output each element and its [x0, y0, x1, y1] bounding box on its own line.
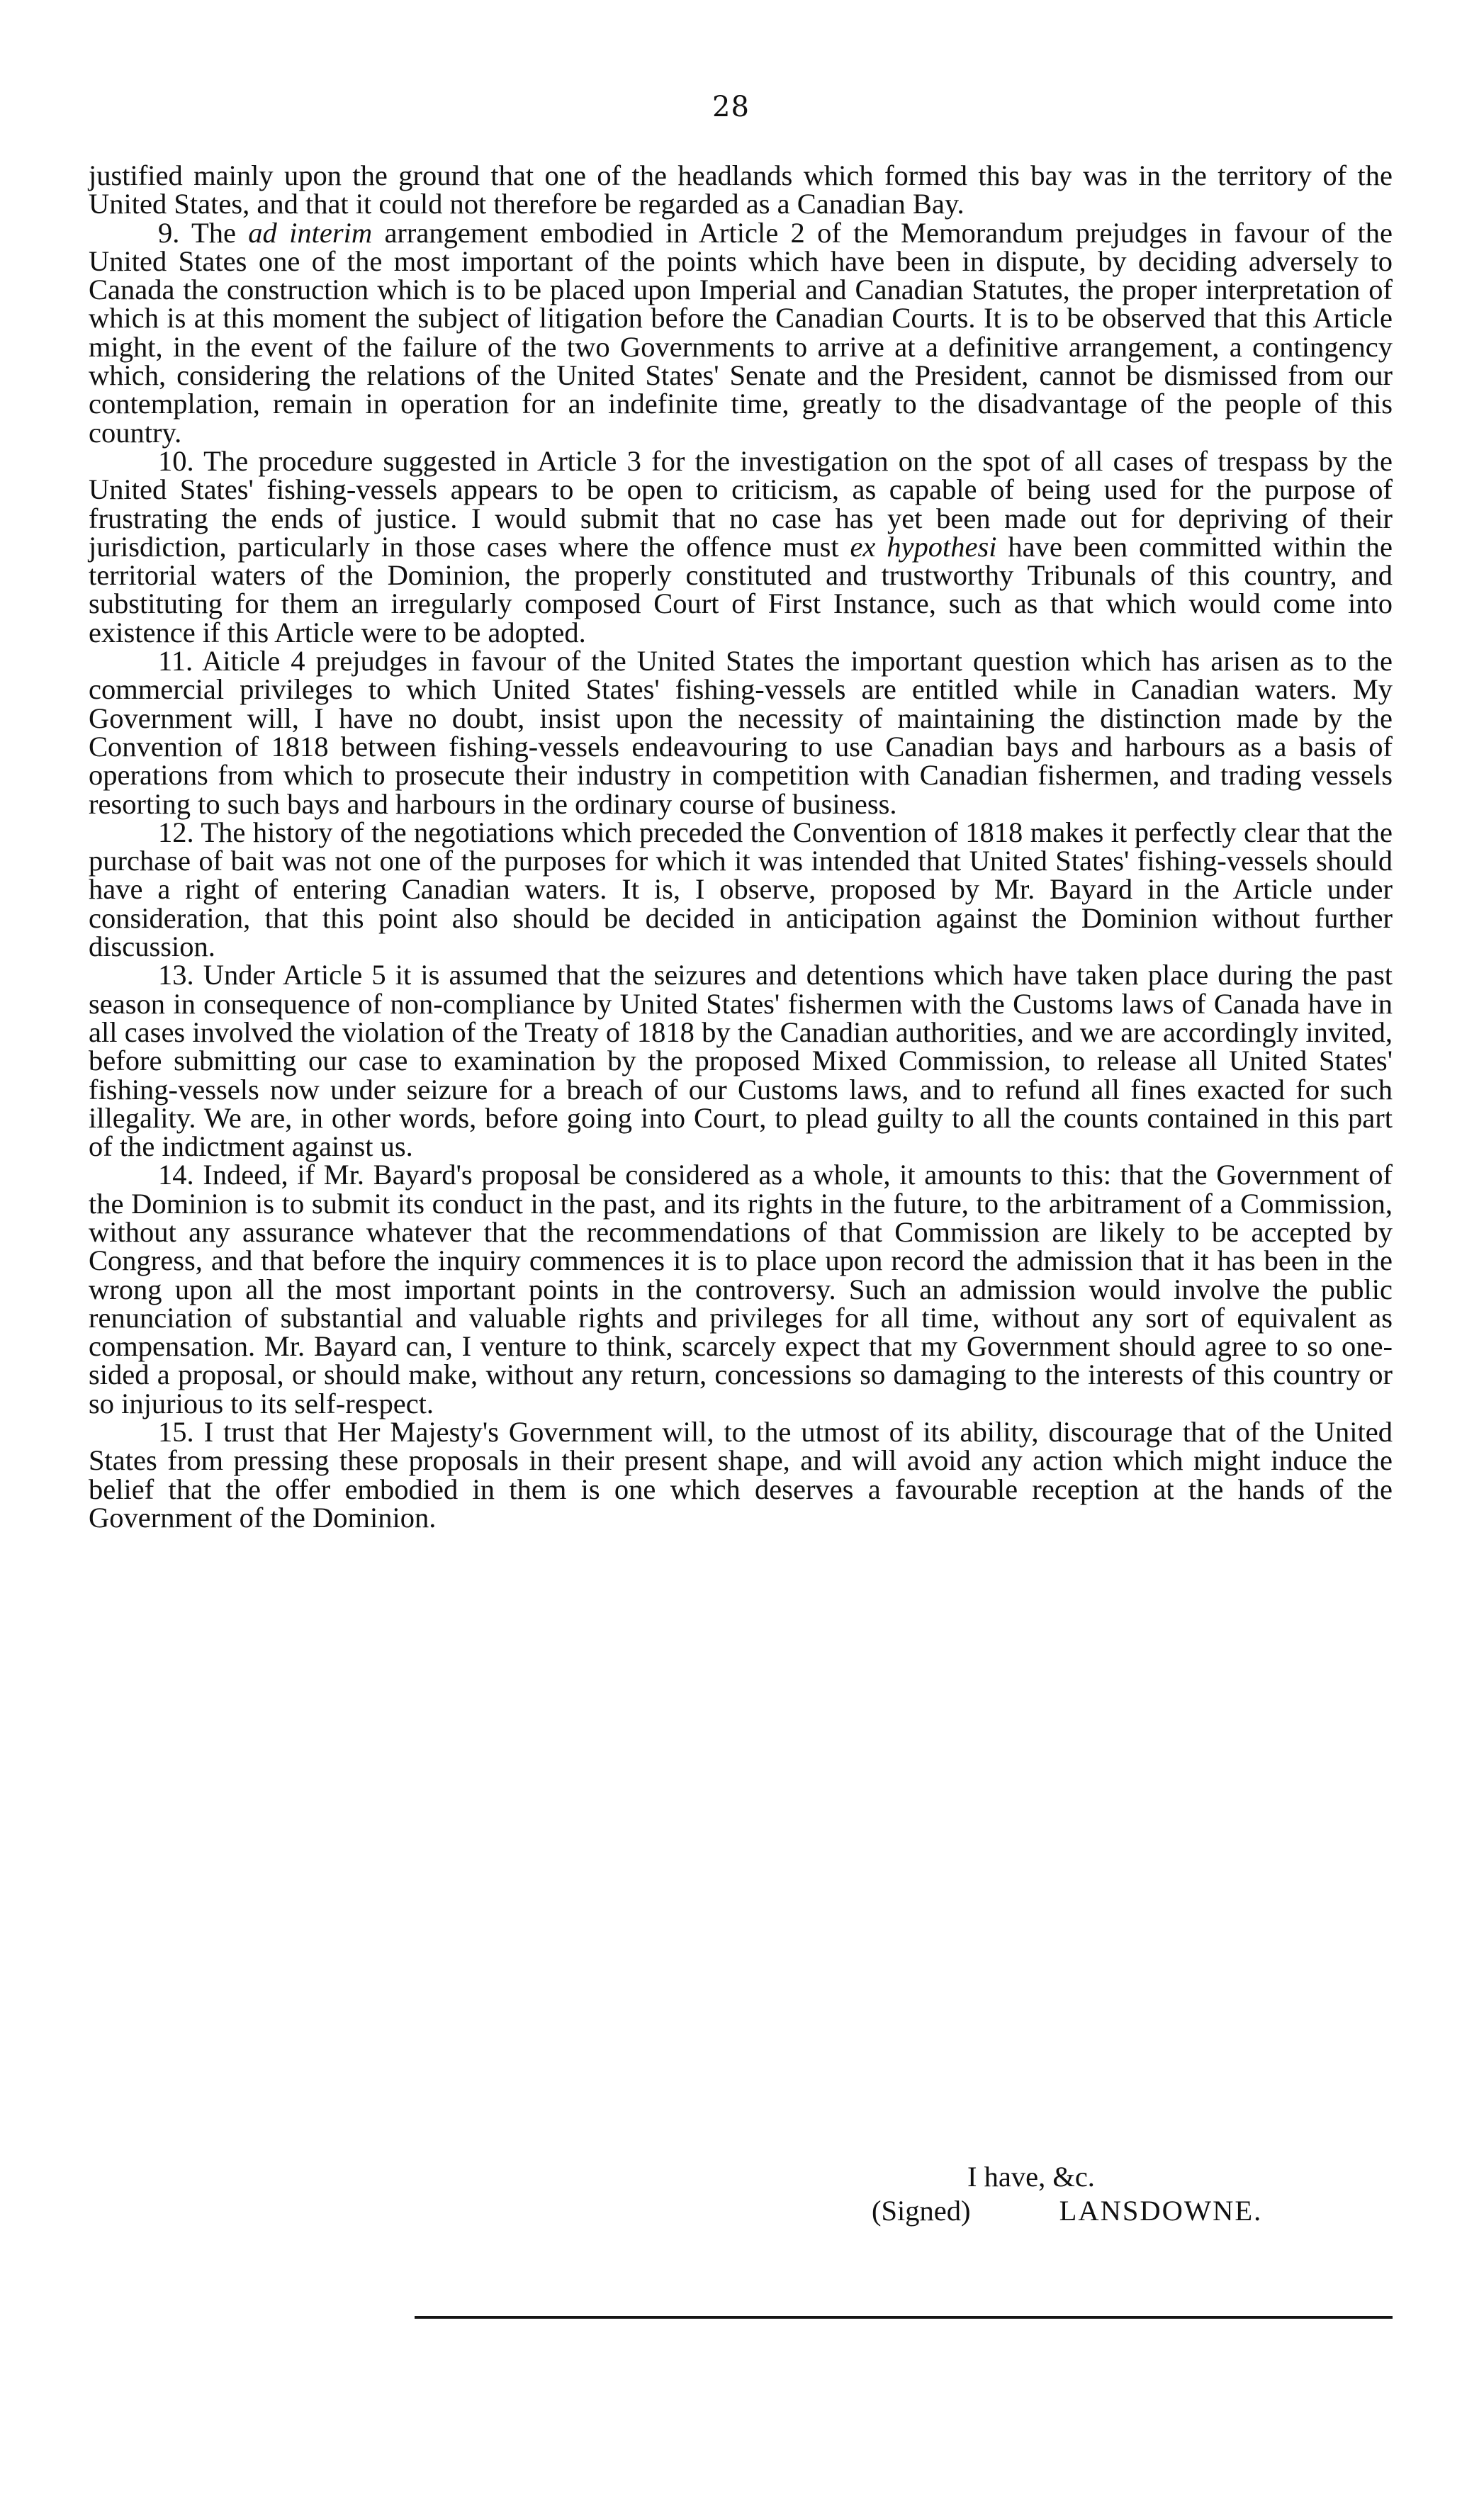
paragraph-number: 12.	[158, 816, 194, 848]
paragraph-text-before-italic: The procedure suggested in Article 3 for the investigation on the spot of all cases of trespass by the United States' fishing-vessels appears to be open to criticism, as capable of being used for the purpose of frustrating the ends of justice. I would submit that no case has yet been made out for depriving of their jurisdiction, particularly in those cases where the offence must	[89, 444, 1393, 563]
paragraph-text: Indeed, if Mr. Bayard's proposal be considered as a whole, it amounts to this: that the Government of the Dominion is to submit its conduct in the past, and its rights in the future, to the arbitrament of a Commission, without any assurance whatever that the recommendations of that Commission are likely to be accepted by Congress, and that before the inquiry commences it is to place upon record the admission that it has been in the wrong upon all the most important points in the controversy. Such an admission would involve the public renunciation of substantial and valuable rights and privileges for all time, without any sort of equivalent as compensation. Mr. Bayard can, I venture to think, scarcely expect that my Government should agree to so one-sided a proposal, or should make, without any return, concessions so damaging to the interests of this country or so injurious to its self-respect.	[89, 1159, 1393, 1419]
signature-block	[872, 2197, 1262, 2226]
paragraph-text-after-italic: arrangement embodied in Article 2 of the Memorandum prejudges in favour of the United States one of the most important of the points which have been in dispute, by deciding adversely to Canada the construction which is to be placed upon Imperial and Canadian Statutes, the proper interpretation of which is at this moment the subject of litigation before the Canadian Courts. It is to be observed that this Article might, in the event of the failure of the two Governments to arrive at a definitive arrangement, a contingency which, considering the relations of the United States' Senate and the President, cannot be dismissed from our contemplation, remain in operation for an indefinite time, greatly to the disadvantage of the people of this country.	[89, 216, 1393, 449]
paragraph-11	[89, 647, 1393, 819]
horizontal-rule	[415, 2316, 1393, 2319]
paragraph-italic-phrase: ex hypothesi	[850, 530, 997, 563]
paragraph-number: 9.	[158, 216, 180, 249]
paragraph-9	[89, 216, 1393, 449]
letter-body	[89, 159, 1393, 1534]
paragraph-15	[89, 1418, 1393, 1532]
paragraph-italic-phrase: ad interim	[248, 216, 373, 249]
signed-label: (Signed)	[872, 2195, 971, 2227]
paragraph-text: The history of the negotiations which preceded the Convention of 1818 makes it perfectly clear that the purchase of bait was not one of the purposes for which it was intended that United States' fishing-vessels should have a right of entering Canadian waters. It is, I observe, proposed by Mr. Bayard in the Article under consideration, that this point also should be decided in anticipation against the Dominion without further discussion.	[89, 816, 1393, 963]
paragraph-10	[89, 444, 1393, 648]
paragraph-text-after-italic: have been committed within the territorial waters of the Dominion, the properly constituted and trustworthy Tribunals of this country, and substituting for them an irregularly composed Court of First Instance, such as that which would come into existence if this Article were to be adopted.	[89, 530, 1393, 648]
paragraph-text: Aiticle 4 prejudges in favour of the United States the important question which has arisen as to the commercial privileges to which United States' fishing-vessels are entitled while in Canadian waters. My Government will, I have no doubt, insist upon the necessity of maintaining the distinction made by the Convention of 1818 between fishing-vessels endeavouring to use Canadian bays and harbours as a basis of operations from which to prosecute their industry in competition with Canadian fishermen, and trading vessels resorting to such bays and harbours in the ordinary course of business.	[89, 645, 1393, 820]
paragraph-text: Under Article 5 it is assumed that the seizures and detentions which have taken place during the past season in consequence of non-compliance by United States' fishermen with the Customs laws of Canada have in all cases involved the violation of the Treaty of 1818 by the Canadian authorities, and we are accordingly invited, before submitting our case to examination by the proposed Mixed Commission, to release all United States' fishing-vessels now under seizure for a breach of our Customs laws, and to refund all fines exacted for such illegality. We are, in other words, before going into Court, to plead guilty to all the counts contained in this part of the indictment against us.	[89, 959, 1393, 1163]
paragraph-text-before-italic: The	[191, 216, 249, 249]
signatory-name: LANSDOWNE.	[1059, 2195, 1263, 2227]
paragraph-number: 13.	[158, 959, 194, 991]
paragraph-number: 14.	[158, 1159, 194, 1191]
paragraph-text: justified mainly upon the ground that one of the headlands which formed this bay was in the territory of the United States, and that it could not therefore be regarded as a Canadian Bay.	[89, 159, 1393, 220]
paragraph-number: 10.	[158, 444, 194, 477]
paragraph-14	[89, 1161, 1393, 1418]
paragraph-number: 11.	[158, 645, 193, 677]
paragraph-13	[89, 961, 1393, 1161]
valediction: I have, &c.	[967, 2161, 1095, 2193]
paragraph-12	[89, 816, 1393, 963]
page-number: 28	[712, 91, 750, 123]
paragraph-number: 15.	[158, 1416, 194, 1449]
paragraph-continuation	[89, 159, 1393, 220]
paragraph-text: I trust that Her Majesty's Government will, to the utmost of its ability, discourage that of the United States from pressing these proposals in their present shape, and will avoid any action which might induce the belief that the offer embodied in them is one which deserves a favourable reception at the hands of the Government of the Dominion.	[89, 1416, 1393, 1534]
